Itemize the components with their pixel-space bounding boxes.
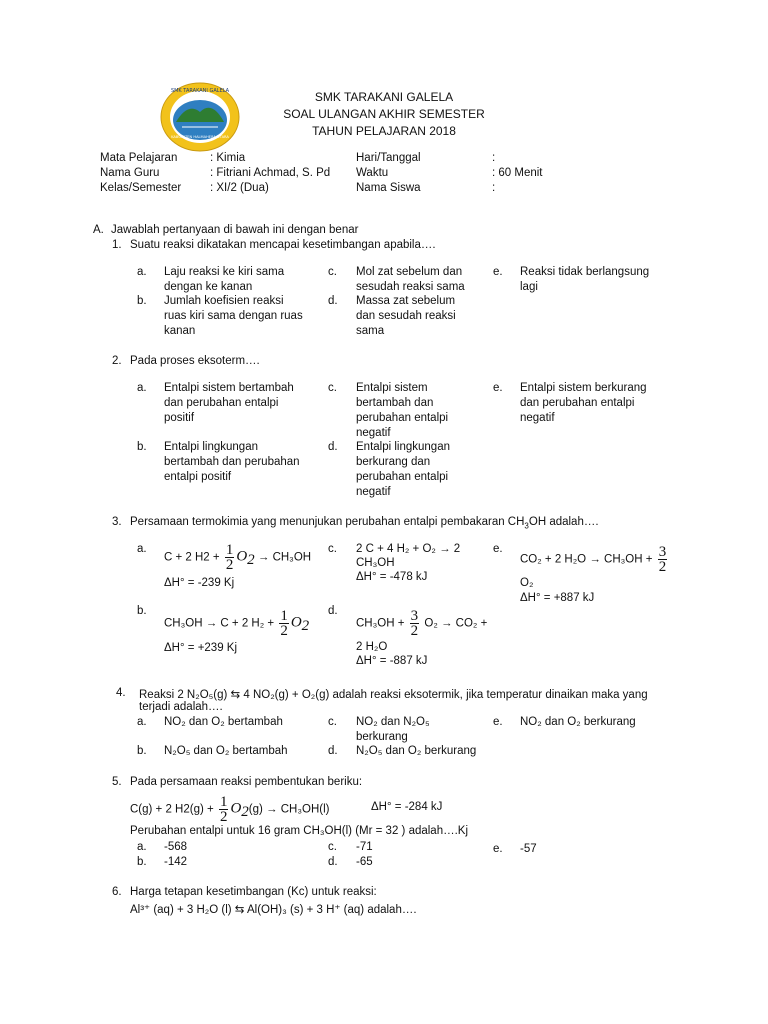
teacher-value: : Fitriani Achmad, S. Pd	[210, 167, 331, 179]
q3-letter-d: d.	[328, 605, 338, 617]
fraction: $\frac{3}{2}$	[410, 608, 419, 639]
q3-option-a-equation: C + 2 H2 + $\frac{1}{2}$ $O_2 \to CH_3OH$	[164, 542, 312, 573]
q5-option-d: -65	[356, 856, 373, 868]
q1-option-d-3: sama	[356, 325, 385, 337]
q2-letter-d: d.	[328, 441, 338, 453]
q2-option-d-2: berkurang dan	[356, 456, 431, 468]
class-value: : XI/2 (Dua)	[210, 182, 269, 194]
q2-option-a-1: Entalpi sistem bertambah	[164, 382, 294, 394]
subject-label: Mata Pelajaran	[100, 152, 178, 164]
q4-letter-e: e.	[493, 716, 503, 728]
q4-option-b: N₂O₅ dan O₂ bertambah	[164, 745, 288, 757]
q3-option-e-dh: ΔH° = +887 kJ	[520, 592, 595, 604]
q2-option-c-3: perubahan entalpi	[356, 412, 449, 424]
q2-letter-b: b.	[137, 441, 147, 453]
q1-option-d-2: dan sesudah reaksi	[356, 310, 456, 322]
q5-text: Pada persamaan reaksi pembentukan beriku:	[130, 776, 363, 788]
day-value: :	[492, 152, 496, 164]
q5-letter-d: d.	[328, 856, 338, 868]
q3-option-c-dh: ΔH° = -478 kJ	[356, 571, 428, 583]
q6-number: 6.	[112, 886, 122, 898]
q5-option-e: -57	[520, 843, 537, 855]
q2-option-c-2: bertambah dan	[356, 397, 434, 409]
q1-option-a-1: Laju reaksi ke kiri sama	[164, 266, 285, 278]
logo-ring-text: SMK TARAKANI GALELA	[170, 88, 230, 94]
time-value: : 60 Menit	[492, 167, 543, 179]
q2-text: Pada proses eksoterm….	[130, 355, 260, 367]
q1-number: 1.	[112, 239, 122, 251]
q3-letter-a: a.	[137, 543, 147, 555]
q1-text: Suatu reaksi dikatakan mencapai kesetimbangan apabila….	[130, 239, 436, 251]
q2-option-e-2: dan perubahan entalpi	[520, 397, 635, 409]
q2-option-b-1: Entalpi lingkungan	[164, 441, 258, 453]
q2-letter-a: a.	[137, 382, 147, 394]
q3-letter-b: b.	[137, 605, 147, 617]
q1-option-e-1: Reaksi tidak berlangsung	[520, 266, 650, 278]
q1-option-b-3: kanan	[164, 325, 196, 337]
section-letter: A.	[93, 224, 104, 236]
q5-option-a: -568	[164, 841, 188, 853]
q2-option-d-4: negatif	[356, 486, 391, 498]
q3-option-b-dh: ΔH° = +239 Kj	[164, 642, 238, 654]
q2-option-a-2: dan perubahan entalpi	[164, 397, 279, 409]
student-label: Nama Siswa	[356, 182, 421, 194]
academic-year: TAHUN PELAJARAN 2018	[312, 124, 456, 138]
q1-letter-e: e.	[493, 266, 503, 278]
q2-option-b-2: bertambah dan perubahan	[164, 456, 300, 468]
school-name: SMK TARAKANI GALELA	[314, 90, 454, 104]
q2-option-d-3: perubahan entalpi	[356, 471, 449, 483]
q3-number: 3.	[112, 516, 122, 528]
q6-text: Harga tetapan kesetimbangan (Kc) untuk reaksi:	[130, 886, 377, 898]
q4-letter-d: d.	[328, 745, 338, 757]
logo-inner-text: KABUPATEN HALMAHERA UTARA	[171, 135, 229, 139]
day-label: Hari/Tanggal	[356, 152, 421, 164]
q5-letter-a: a.	[137, 841, 147, 853]
teacher-label: Nama Guru	[100, 167, 160, 179]
q2-option-d-1: Entalpi lingkungan	[356, 441, 450, 453]
q5-option-c: -71	[356, 841, 373, 853]
q3-option-e-eq-2: O₂	[520, 577, 534, 589]
q1-option-b-1: Jumlah koefisien reaksi	[164, 295, 284, 307]
q2-letter-c: c.	[328, 382, 337, 394]
q4-option-e: NO₂ dan O₂ berkurang	[520, 716, 636, 728]
q1-option-c-1: Mol zat sebelum dan	[356, 266, 463, 278]
q4-option-d: N₂O₅ dan O₂ berkurang	[356, 745, 477, 757]
q2-option-e-1: Entalpi sistem berkurang	[520, 382, 647, 394]
q1-option-c-2: sesudah reaksi sama	[356, 281, 465, 293]
q5-question: Perubahan entalpi untuk 16 gram CH₃OH(l) (Mr = 32 ) adalah….Kj	[130, 825, 469, 837]
q6-equation: Al³⁺ (aq) + 3 H₂O (l) ⇆ Al(OH)₃ (s) + 3 H⁺ (aq) adalah….	[130, 904, 417, 916]
q2-option-c-4: negatif	[356, 427, 391, 439]
q3-option-a-dh: ΔH° = -239 Kj	[164, 577, 235, 589]
q5-option-b: -142	[164, 856, 188, 868]
q4-option-c-1: NO₂ dan N₂O₅	[356, 716, 430, 728]
q1-option-e-2: lagi	[520, 281, 538, 293]
q5-number: 5.	[112, 776, 122, 788]
q4-text-line-2: terjadi adalah….	[139, 701, 223, 713]
q3-option-d-equation: CH₃OH + $\frac{3}{2}$ O₂ → CO₂ +	[356, 608, 488, 639]
q4-text-line-1: Reaksi 2 N₂O₅(g) ⇆ 4 NO₂(g) + O₂(g) adalah reaksi eksotermik, jika temperatur dinaikan maka yang	[139, 689, 648, 701]
q4-option-c-2: berkurang	[356, 731, 408, 743]
q4-letter-c: c.	[328, 716, 337, 728]
fraction: $\frac{3}{2}$	[658, 544, 667, 575]
q1-letter-c: c.	[328, 266, 337, 278]
fraction: $\frac{1}{2}$	[280, 608, 288, 639]
q3-option-d-dh: ΔH° = -887 kJ	[356, 655, 428, 667]
q3-option-d-eq-2: 2 H₂O	[356, 641, 388, 653]
q3-option-c-eq-2: CH₃OH	[356, 557, 395, 569]
q2-option-b-3: entalpi positif	[164, 471, 232, 483]
q3-option-c-eq-1: 2 C + 4 H₂ + O₂ → 2	[356, 543, 461, 555]
q2-letter-e: e.	[493, 382, 503, 394]
q2-number: 2.	[112, 355, 122, 367]
q5-letter-b: b.	[137, 856, 147, 868]
fraction: $\frac{1}{2}$	[219, 794, 228, 825]
q1-option-d-1: Massa zat sebelum	[356, 295, 456, 307]
q2-option-e-3: negatif	[520, 412, 555, 424]
q2-option-c-1: Entalpi sistem	[356, 382, 428, 394]
q1-option-a-2: dengan ke kanan	[164, 281, 253, 293]
subject-value: : Kimia	[210, 152, 246, 164]
q3-option-b-equation: CH₃OH → C + 2 H₂ + $\frac{1}{2}$ $O_2$	[164, 608, 310, 639]
time-label: Waktu	[356, 167, 389, 179]
q1-letter-d: d.	[328, 295, 338, 307]
q1-option-b-2: ruas kiri sama dengan ruas	[164, 310, 303, 322]
q2-option-a-3: positif	[164, 412, 195, 424]
q3-letter-e: e.	[493, 543, 503, 555]
section-title: Jawablah pertanyaan di bawah ini dengan benar	[111, 224, 359, 236]
q1-letter-b: b.	[137, 295, 147, 307]
q3-text: Persamaan termokimia yang menunjukan perubahan entalpi pembakaran $CH_3OH$ adalah….	[130, 516, 599, 531]
q4-number: 4.	[116, 687, 126, 699]
q5-letter-e: e.	[493, 843, 503, 855]
q3-option-e-equation: CO₂ + 2 H₂O → CH₃OH + $\frac{3}{2}$	[520, 544, 667, 575]
q4-letter-b: b.	[137, 745, 147, 757]
student-value: :	[492, 182, 496, 194]
q5-letter-c: c.	[328, 841, 337, 853]
q4-option-a: NO₂ dan O₂ bertambah	[164, 716, 283, 728]
q5-dh: ΔH° = -284 kJ	[371, 801, 443, 813]
fraction: $\frac{1}{2}$	[225, 542, 234, 573]
q3-letter-c: c.	[328, 543, 337, 555]
q5-equation: C(g) + 2 H2(g) + $\frac{1}{2}$ $O_2(g) \to CH_3OH(l)$	[130, 794, 330, 825]
exam-title: SOAL ULANGAN AKHIR SEMESTER	[283, 107, 485, 121]
q1-letter-a: a.	[137, 266, 147, 278]
class-label: Kelas/Semester	[100, 182, 182, 194]
q4-letter-a: a.	[137, 716, 147, 728]
